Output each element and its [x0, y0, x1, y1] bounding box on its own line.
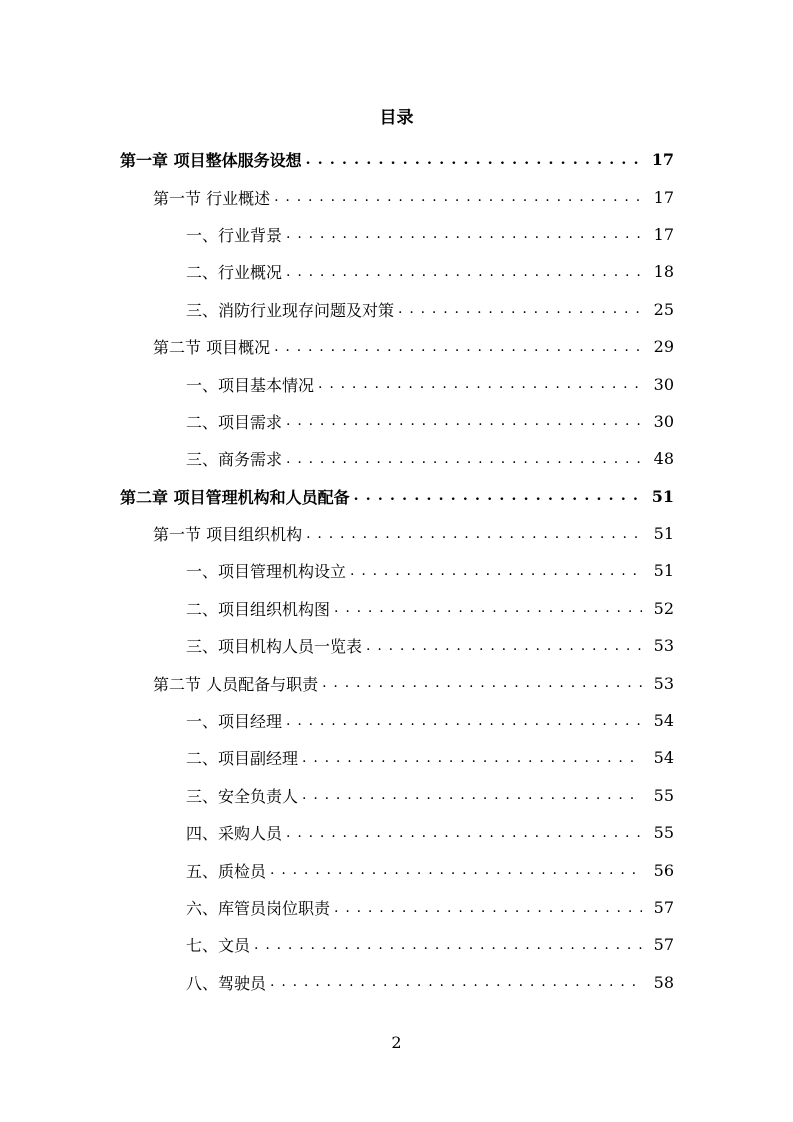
- toc-entry-label: 七、文员: [186, 936, 251, 956]
- toc-entry-page: 55: [653, 823, 674, 843]
- toc-dot-leader: [398, 301, 642, 317]
- toc-entry-page: 55: [653, 785, 674, 805]
- toc-entry-page: 17: [653, 187, 674, 207]
- toc-dot-leader: [322, 675, 642, 691]
- toc-dot-leader: [286, 226, 642, 242]
- toc-entry-label: 三、项目机构人员一览表: [186, 637, 363, 657]
- toc-dot-leader: [306, 152, 642, 168]
- toc-dot-leader: [286, 713, 642, 729]
- toc-dot-leader: [350, 563, 642, 579]
- toc-entry-page: 53: [653, 673, 674, 693]
- toc-entry-label: 八、驾驶员: [186, 973, 267, 993]
- toc-entry[interactable]: [0, 216, 793, 253]
- toc-dot-leader: [318, 376, 642, 392]
- toc-entry[interactable]: [0, 777, 793, 814]
- toc-entry-page: 56: [653, 860, 674, 880]
- toc-entry-page: 25: [653, 299, 674, 319]
- toc-entry-page: 51: [653, 561, 674, 581]
- toc-dot-leader: [254, 937, 642, 953]
- toc-dot-leader: [302, 750, 642, 766]
- toc-entry-label: 一、行业背景: [186, 225, 283, 245]
- toc-entry[interactable]: [0, 590, 793, 627]
- toc-entry-page: 17: [653, 224, 674, 244]
- toc-entry-page: 57: [653, 898, 674, 917]
- toc-entry-label: 三、消防行业现存问题及对策: [186, 300, 395, 320]
- toc-dot-leader: [302, 787, 642, 803]
- toc-dot-leader: [286, 825, 642, 841]
- toc-entry[interactable]: [0, 291, 793, 328]
- toc-entry[interactable]: [0, 552, 793, 589]
- toc-entry-label: 第一章 项目整体服务设想: [120, 151, 302, 171]
- toc-entry[interactable]: [0, 814, 793, 851]
- toc-entry-label: 第一节 项目组织机构: [153, 525, 303, 545]
- table-of-contents: [0, 141, 793, 1001]
- toc-entry-label: 四、采购人员: [186, 824, 283, 844]
- toc-entry[interactable]: [0, 478, 793, 515]
- toc-entry[interactable]: [0, 253, 793, 290]
- toc-entry-label: 五、质检员: [186, 861, 267, 881]
- toc-entry-label: 二、项目需求: [186, 412, 283, 432]
- toc-entry[interactable]: [0, 141, 793, 178]
- toc-dot-leader: [274, 189, 642, 205]
- toc-entry-page: 52: [653, 598, 674, 618]
- page-number: 2: [391, 1033, 402, 1052]
- toc-title: 目录: [379, 108, 414, 128]
- toc-entry-label: 二、项目副经理: [186, 749, 299, 769]
- toc-entry-label: 第二章 项目管理机构和人员配备: [120, 487, 350, 507]
- toc-dot-leader: [286, 264, 642, 280]
- toc-entry[interactable]: [0, 365, 793, 402]
- toc-entry-label: 第二节 人员配备与职责: [153, 674, 319, 694]
- toc-entry[interactable]: [0, 627, 793, 664]
- toc-entry[interactable]: [0, 702, 793, 739]
- toc-entry[interactable]: [0, 328, 793, 365]
- toc-entry-page: 30: [653, 374, 674, 394]
- toc-dot-leader: [334, 900, 642, 916]
- toc-dot-leader: [286, 413, 642, 429]
- toc-entry-page: 53: [653, 636, 674, 656]
- toc-entry-page: 54: [653, 711, 674, 731]
- toc-dot-leader: [286, 451, 642, 467]
- toc-entry-page: 54: [653, 748, 674, 768]
- toc-entry-label: 三、安全负责人: [186, 786, 299, 806]
- toc-entry[interactable]: [0, 664, 793, 701]
- toc-entry[interactable]: [0, 851, 793, 888]
- toc-entry-label: 三、商务需求: [186, 450, 283, 470]
- toc-entry[interactable]: [0, 515, 793, 552]
- toc-dot-leader: [270, 862, 642, 878]
- toc-entry[interactable]: [0, 964, 793, 1001]
- toc-entry[interactable]: [0, 403, 793, 440]
- toc-entry-page: 58: [653, 972, 674, 992]
- toc-entry-label: 第二节 项目概况: [153, 338, 271, 358]
- toc-entry-page: 48: [653, 449, 674, 469]
- toc-dot-leader: [334, 600, 642, 616]
- toc-entry-label: 第一节 行业概述: [153, 188, 271, 208]
- toc-entry[interactable]: [0, 926, 793, 963]
- toc-entry-page: 51: [653, 524, 674, 544]
- toc-dot-leader: [274, 339, 642, 355]
- toc-dot-leader: [270, 974, 642, 990]
- toc-entry-page: 30: [653, 411, 674, 431]
- toc-entry-label: 一、项目经理: [186, 712, 283, 732]
- toc-entry-label: 六、库管员岗位职责: [186, 899, 331, 918]
- toc-entry-page: 57: [653, 935, 674, 955]
- toc-entry-label: 一、项目管理机构设立: [186, 562, 347, 582]
- toc-entry-page: 51: [651, 486, 674, 506]
- toc-dot-leader: [306, 526, 642, 542]
- toc-entry-page: 18: [653, 262, 674, 282]
- toc-entry-label: 二、项目组织机构图: [186, 599, 331, 619]
- toc-entry[interactable]: [0, 178, 793, 215]
- toc-entry-page: 17: [651, 150, 674, 170]
- toc-entry-page: 29: [653, 337, 674, 357]
- toc-entry[interactable]: [0, 440, 793, 477]
- toc-entry[interactable]: [0, 889, 793, 926]
- toc-entry[interactable]: [0, 739, 793, 776]
- toc-entry-label: 二、行业概况: [186, 263, 283, 283]
- toc-dot-leader: [366, 638, 642, 654]
- toc-entry-label: 一、项目基本情况: [186, 375, 315, 395]
- toc-dot-leader: [354, 488, 642, 504]
